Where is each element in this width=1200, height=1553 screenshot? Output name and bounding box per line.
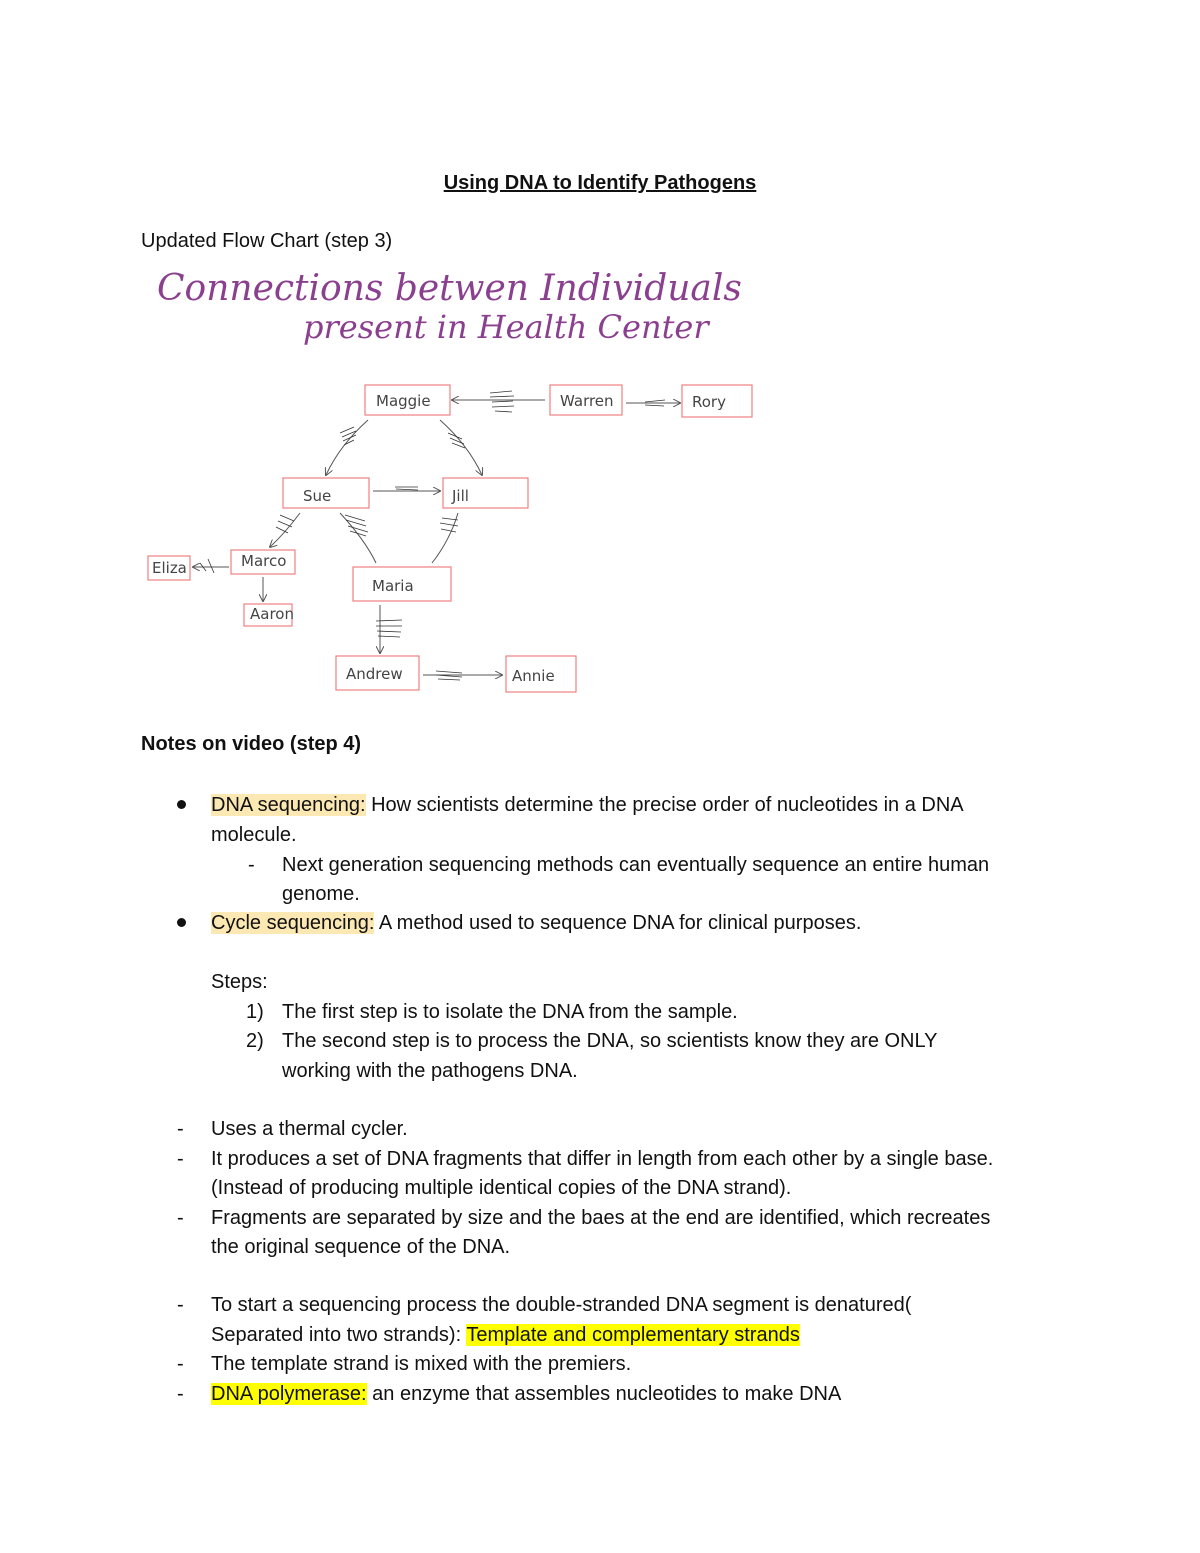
node-warren: Warren (560, 392, 614, 410)
scribble-marco-eliza (200, 559, 214, 573)
link-sue-maria (340, 513, 376, 563)
step-2-b: working with the pathogens DNA. (282, 1060, 578, 1082)
scribble-warren-maggie (490, 391, 514, 412)
arrow-maggie-sue (326, 420, 368, 475)
node-jill: Jill (452, 487, 469, 505)
bullet-cycle-sequencing: Cycle sequencing: A method used to sequence DNA for clinical purposes. (211, 912, 862, 934)
step-number: 1) (246, 1001, 264, 1023)
node-marco: Marco (241, 552, 287, 570)
highlight-dna-polymerase: DNA polymerase: (211, 1383, 367, 1405)
term-cycle-sequencing: Cycle sequencing: (211, 912, 375, 934)
dash-marker: - (177, 1353, 184, 1375)
bullet-icon (177, 800, 186, 809)
dash-marker: - (177, 1207, 184, 1229)
dash-marker: - (177, 1383, 184, 1405)
scribble-sue-maria (345, 515, 368, 536)
sub-next-gen-2: genome. (282, 883, 360, 905)
node-maria: Maria (372, 577, 414, 595)
bullet-icon (177, 918, 186, 927)
bullet-dna-sequencing-cont: molecule. (211, 824, 297, 846)
handwritten-line-2: present in Health Center (303, 308, 709, 346)
node-annie: Annie (512, 667, 555, 685)
page-title: Using DNA to Identify Pathogens (443, 172, 757, 194)
node-maggie: Maggie (376, 392, 431, 410)
node-sue: Sue (303, 487, 332, 505)
dash-item-denatured-b: Separated into two strands): Template and complementary strands (211, 1324, 800, 1346)
flowchart-subtitle: Updated Flow Chart (step 3) (141, 230, 393, 252)
dash-marker: - (177, 1118, 184, 1140)
contact-flow-chart (140, 375, 770, 705)
bullet-dna-sequencing: DNA sequencing: How scientists determine the precise order of nucleotides in a DNA (211, 794, 964, 816)
arrow-maggie-jill (440, 420, 482, 475)
dash-marker: - (177, 1148, 184, 1170)
handwritten-line-1: Connections betwen Individuals (157, 268, 742, 309)
node-eliza: Eliza (152, 559, 187, 577)
dash-item-thermal-cycler: Uses a thermal cycler. (211, 1118, 408, 1140)
step-2-a: The second step is to process the DNA, so scientists know they are ONLY (282, 1030, 938, 1052)
highlight-template-strands: Template and complementary strands (466, 1324, 800, 1346)
dash-item-separated-a: Fragments are separated by size and the baes at the end are identified, which recreates (211, 1207, 991, 1229)
dash-marker: - (177, 1294, 184, 1316)
node-aaron: Aaron (250, 605, 294, 623)
dash-item-template-strand: The template strand is mixed with the premiers. (211, 1353, 632, 1375)
sub-dash: - (248, 854, 255, 876)
link-jill-maria (432, 513, 458, 563)
scribble-sue-jill (395, 487, 418, 490)
scribble-maggie-sue (340, 427, 356, 445)
dash-item-denatured-a: To start a sequencing process the double-stranded DNA segment is denatured( (211, 1294, 912, 1316)
node-andrew: Andrew (346, 665, 403, 683)
node-rory: Rory (692, 393, 726, 411)
dash-item-fragments-b: (Instead of producing multiple identical copies of the DNA strand). (211, 1177, 792, 1199)
handwritten-caption (155, 262, 755, 352)
arrow-sue-marco (270, 513, 300, 547)
term-dna-sequencing: DNA sequencing: (211, 794, 366, 816)
dash-item-separated-b: the original sequence of the DNA. (211, 1236, 511, 1258)
scribble-maggie-jill (448, 433, 465, 448)
dash-item-fragments-a: It produces a set of DNA fragments that differ in length from each other by a single base. (211, 1148, 994, 1170)
notes-heading: Notes on video (step 4) (141, 733, 362, 755)
step-number: 2) (246, 1030, 264, 1052)
steps-label: Steps: (211, 971, 268, 993)
sub-next-gen-1: Next generation sequencing methods can eventually sequence an entire human (282, 854, 990, 876)
dash-item-polymerase: DNA polymerase: an enzyme that assembles nucleotides to make DNA (211, 1383, 842, 1405)
step-1: The first step is to isolate the DNA from the sample. (282, 1001, 738, 1023)
